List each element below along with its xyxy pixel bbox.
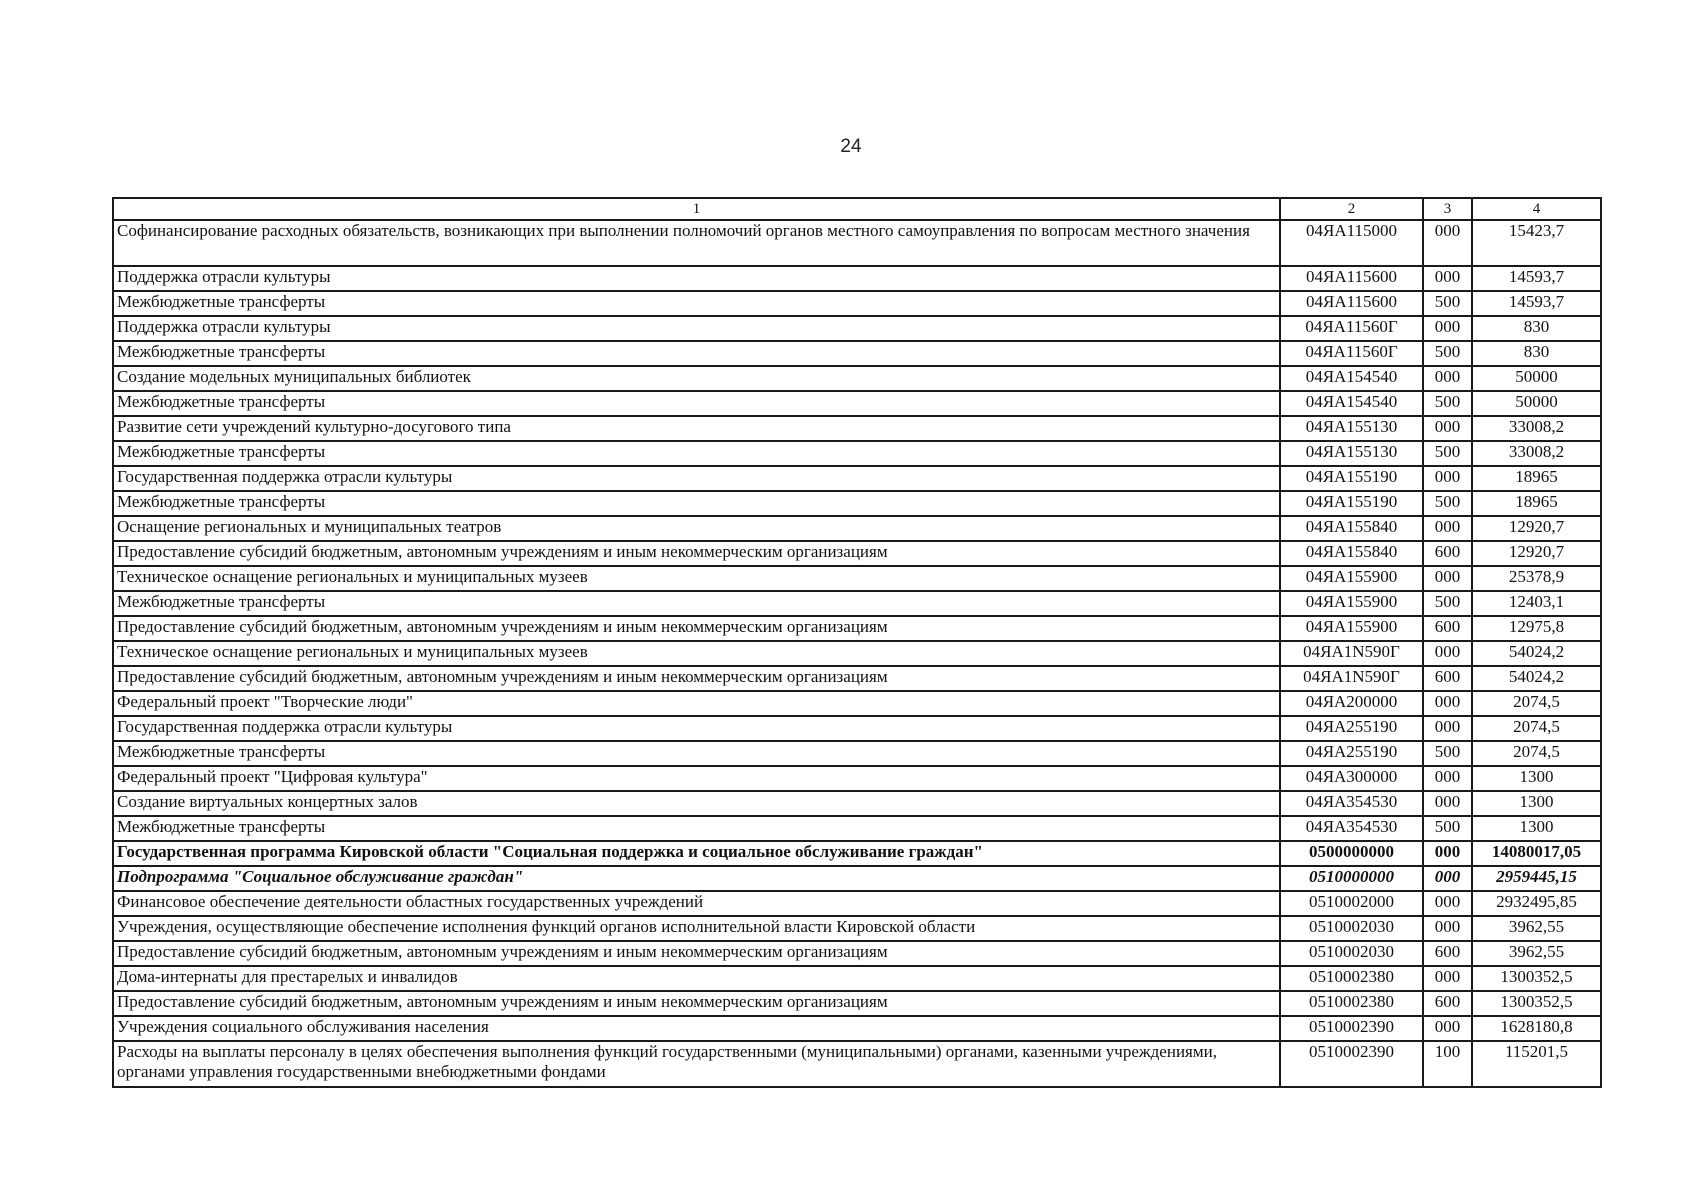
row-name-cell: Предоставление субсидий бюджетным, автономным учреждениям и иным некоммерческим организациям <box>113 941 1280 966</box>
row-kvr-cell: 100 <box>1423 1041 1472 1087</box>
row-code-cell: 0510002030 <box>1280 916 1423 941</box>
row-code-cell: 04ЯА155190 <box>1280 466 1423 491</box>
row-name-cell: Дома-интернаты для престарелых и инвалидов <box>113 966 1280 991</box>
row-code-cell: 04ЯА200000 <box>1280 691 1423 716</box>
table-row <box>113 341 1601 366</box>
table-row <box>113 441 1601 466</box>
row-name-cell: Межбюджетные трансферты <box>113 391 1280 416</box>
table-row <box>113 616 1601 641</box>
table-row <box>113 516 1601 541</box>
row-code-cell: 04ЯА255190 <box>1280 716 1423 741</box>
row-name-cell: Предоставление субсидий бюджетным, автономным учреждениям и иным некоммерческим организациям <box>113 991 1280 1016</box>
row-kvr-cell: 500 <box>1423 341 1472 366</box>
table-row <box>113 741 1601 766</box>
row-sum-cell: 54024,2 <box>1472 666 1601 691</box>
row-code-cell: 04ЯА155190 <box>1280 491 1423 516</box>
row-kvr-cell: 600 <box>1423 666 1472 691</box>
row-sum-cell: 33008,2 <box>1472 416 1601 441</box>
table-row <box>113 266 1601 291</box>
row-code-cell: 04ЯА154540 <box>1280 391 1423 416</box>
row-kvr-cell: 500 <box>1423 491 1472 516</box>
table-row <box>113 841 1601 866</box>
row-kvr-cell: 000 <box>1423 1016 1472 1041</box>
row-kvr-cell: 600 <box>1423 991 1472 1016</box>
table-row <box>113 691 1601 716</box>
table-row <box>113 316 1601 341</box>
table-row <box>113 566 1601 591</box>
row-sum-cell: 3962,55 <box>1472 941 1601 966</box>
row-name-cell: Межбюджетные трансферты <box>113 816 1280 841</box>
table-row <box>113 391 1601 416</box>
table-header-row <box>113 198 1601 220</box>
row-sum-cell: 50000 <box>1472 366 1601 391</box>
row-sum-cell: 54024,2 <box>1472 641 1601 666</box>
row-code-cell: 04ЯА255190 <box>1280 741 1423 766</box>
table-row <box>113 991 1601 1016</box>
row-name-cell: Межбюджетные трансферты <box>113 591 1280 616</box>
table-row <box>113 466 1601 491</box>
row-sum-cell: 2932495,85 <box>1472 891 1601 916</box>
row-kvr-cell: 000 <box>1423 466 1472 491</box>
row-kvr-cell: 000 <box>1423 220 1472 266</box>
row-kvr-cell: 000 <box>1423 316 1472 341</box>
table-row <box>113 541 1601 566</box>
row-code-cell: 04ЯА354530 <box>1280 816 1423 841</box>
row-code-cell: 04ЯА300000 <box>1280 766 1423 791</box>
row-sum-cell: 33008,2 <box>1472 441 1601 466</box>
row-kvr-cell: 000 <box>1423 841 1472 866</box>
row-sum-cell: 18965 <box>1472 491 1601 516</box>
row-name-cell: Государственная поддержка отрасли культуры <box>113 466 1280 491</box>
budget-table <box>112 197 1602 1088</box>
table-row <box>113 666 1601 691</box>
row-kvr-cell: 500 <box>1423 391 1472 416</box>
table-row <box>113 491 1601 516</box>
column-header-name: 1 <box>113 198 1280 220</box>
row-sum-cell: 50000 <box>1472 391 1601 416</box>
row-code-cell: 0510002390 <box>1280 1041 1423 1087</box>
row-name-cell: Межбюджетные трансферты <box>113 441 1280 466</box>
row-sum-cell: 25378,9 <box>1472 566 1601 591</box>
row-sum-cell: 830 <box>1472 316 1601 341</box>
table-row <box>113 966 1601 991</box>
row-code-cell: 04ЯА155900 <box>1280 591 1423 616</box>
table-row <box>113 766 1601 791</box>
row-code-cell: 0510002380 <box>1280 966 1423 991</box>
row-sum-cell: 12920,7 <box>1472 516 1601 541</box>
row-name-cell: Оснащение региональных и муниципальных театров <box>113 516 1280 541</box>
table-row <box>113 716 1601 741</box>
row-sum-cell: 14593,7 <box>1472 266 1601 291</box>
row-kvr-cell: 500 <box>1423 816 1472 841</box>
row-sum-cell: 12975,8 <box>1472 616 1601 641</box>
row-code-cell: 04ЯА155130 <box>1280 416 1423 441</box>
table-row <box>113 641 1601 666</box>
row-code-cell: 04ЯА115600 <box>1280 266 1423 291</box>
row-name-cell: Предоставление субсидий бюджетным, автономным учреждениям и иным некоммерческим организациям <box>113 666 1280 691</box>
row-name-cell: Предоставление субсидий бюджетным, автономным учреждениям и иным некоммерческим организациям <box>113 616 1280 641</box>
row-name-cell: Межбюджетные трансферты <box>113 341 1280 366</box>
row-kvr-cell: 000 <box>1423 516 1472 541</box>
table-row <box>113 941 1601 966</box>
table-row <box>113 916 1601 941</box>
table-row <box>113 1041 1601 1087</box>
row-name-cell: Государственная поддержка отрасли культуры <box>113 716 1280 741</box>
row-sum-cell: 1300 <box>1472 791 1601 816</box>
row-sum-cell: 2074,5 <box>1472 741 1601 766</box>
row-name-cell: Учреждения, осуществляющие обеспечение исполнения функций органов исполнительной власти Кировской области <box>113 916 1280 941</box>
row-code-cell: 04ЯА155840 <box>1280 516 1423 541</box>
row-sum-cell: 830 <box>1472 341 1601 366</box>
row-code-cell: 0510002390 <box>1280 1016 1423 1041</box>
row-name-cell: Учреждения социального обслуживания населения <box>113 1016 1280 1041</box>
row-kvr-cell: 000 <box>1423 266 1472 291</box>
row-sum-cell: 2959445,15 <box>1472 866 1601 891</box>
table-row <box>113 291 1601 316</box>
table-row <box>113 866 1601 891</box>
row-name-cell: Техническое оснащение региональных и муниципальных музеев <box>113 566 1280 591</box>
column-header-kvr: 3 <box>1423 198 1472 220</box>
row-name-cell: Поддержка отрасли культуры <box>113 316 1280 341</box>
row-code-cell: 0510000000 <box>1280 866 1423 891</box>
row-code-cell: 0510002380 <box>1280 991 1423 1016</box>
table-row <box>113 591 1601 616</box>
row-kvr-cell: 500 <box>1423 291 1472 316</box>
row-code-cell: 04ЯА1N590Г <box>1280 641 1423 666</box>
row-name-cell: Софинансирование расходных обязательств, возникающих при выполнении полномочий органов местного самоуправления по вопросам местного значения <box>113 220 1280 266</box>
row-code-cell: 04ЯА154540 <box>1280 366 1423 391</box>
row-kvr-cell: 000 <box>1423 416 1472 441</box>
row-name-cell: Финансовое обеспечение деятельности областных государственных учреждений <box>113 891 1280 916</box>
row-name-cell: Федеральный проект "Цифровая культура" <box>113 766 1280 791</box>
row-kvr-cell: 000 <box>1423 566 1472 591</box>
column-header-sum: 4 <box>1472 198 1601 220</box>
row-kvr-cell: 600 <box>1423 541 1472 566</box>
row-name-cell: Подпрограмма "Социальное обслуживание граждан" <box>113 866 1280 891</box>
row-kvr-cell: 000 <box>1423 641 1472 666</box>
row-name-cell: Федеральный проект "Творческие люди" <box>113 691 1280 716</box>
row-sum-cell: 14593,7 <box>1472 291 1601 316</box>
row-sum-cell: 2074,5 <box>1472 691 1601 716</box>
row-kvr-cell: 000 <box>1423 691 1472 716</box>
table-row <box>113 791 1601 816</box>
row-kvr-cell: 000 <box>1423 891 1472 916</box>
row-sum-cell: 1300352,5 <box>1472 966 1601 991</box>
table-row <box>113 1016 1601 1041</box>
row-kvr-cell: 500 <box>1423 441 1472 466</box>
row-code-cell: 04ЯА155840 <box>1280 541 1423 566</box>
row-name-cell: Техническое оснащение региональных и муниципальных музеев <box>113 641 1280 666</box>
row-code-cell: 04ЯА155130 <box>1280 441 1423 466</box>
row-name-cell: Межбюджетные трансферты <box>113 491 1280 516</box>
table-row <box>113 366 1601 391</box>
row-code-cell: 04ЯА11560Г <box>1280 316 1423 341</box>
row-kvr-cell: 500 <box>1423 591 1472 616</box>
row-sum-cell: 3962,55 <box>1472 916 1601 941</box>
table-row <box>113 416 1601 441</box>
row-kvr-cell: 000 <box>1423 366 1472 391</box>
row-name-cell: Расходы на выплаты персоналу в целях обеспечения выполнения функций государственными (муниципальными) органами, казенными учреждениями, органами управления государственными внебюджетными фондами <box>113 1041 1280 1087</box>
page-number: 24 <box>840 136 862 157</box>
row-kvr-cell: 000 <box>1423 791 1472 816</box>
row-name-cell: Межбюджетные трансферты <box>113 291 1280 316</box>
row-kvr-cell: 500 <box>1423 741 1472 766</box>
row-sum-cell: 1300 <box>1472 816 1601 841</box>
row-sum-cell: 2074,5 <box>1472 716 1601 741</box>
row-sum-cell: 1300 <box>1472 766 1601 791</box>
column-header-code: 2 <box>1280 198 1423 220</box>
row-sum-cell: 14080017,05 <box>1472 841 1601 866</box>
row-name-cell: Поддержка отрасли культуры <box>113 266 1280 291</box>
row-code-cell: 04ЯА115600 <box>1280 291 1423 316</box>
row-kvr-cell: 000 <box>1423 866 1472 891</box>
row-name-cell: Создание виртуальных концертных залов <box>113 791 1280 816</box>
row-kvr-cell: 000 <box>1423 716 1472 741</box>
table-row <box>113 220 1601 266</box>
row-code-cell: 0500000000 <box>1280 841 1423 866</box>
row-code-cell: 04ЯА155900 <box>1280 566 1423 591</box>
row-sum-cell: 115201,5 <box>1472 1041 1601 1087</box>
row-code-cell: 04ЯА155900 <box>1280 616 1423 641</box>
table-row <box>113 891 1601 916</box>
row-name-cell: Развитие сети учреждений культурно-досугового типа <box>113 416 1280 441</box>
row-kvr-cell: 600 <box>1423 616 1472 641</box>
row-sum-cell: 12403,1 <box>1472 591 1601 616</box>
row-sum-cell: 18965 <box>1472 466 1601 491</box>
row-name-cell: Межбюджетные трансферты <box>113 741 1280 766</box>
row-kvr-cell: 000 <box>1423 766 1472 791</box>
row-kvr-cell: 600 <box>1423 941 1472 966</box>
row-sum-cell: 1300352,5 <box>1472 991 1601 1016</box>
row-name-cell: Предоставление субсидий бюджетным, автономным учреждениям и иным некоммерческим организациям <box>113 541 1280 566</box>
row-code-cell: 04ЯА354530 <box>1280 791 1423 816</box>
row-name-cell: Государственная программа Кировской области "Социальная поддержка и социальное обслуживание граждан" <box>113 841 1280 866</box>
row-code-cell: 0510002000 <box>1280 891 1423 916</box>
table-row <box>113 816 1601 841</box>
row-code-cell: 04ЯА115000 <box>1280 220 1423 266</box>
row-code-cell: 0510002030 <box>1280 941 1423 966</box>
row-kvr-cell: 000 <box>1423 966 1472 991</box>
row-code-cell: 04ЯА11560Г <box>1280 341 1423 366</box>
row-name-cell: Создание модельных муниципальных библиотек <box>113 366 1280 391</box>
row-sum-cell: 1628180,8 <box>1472 1016 1601 1041</box>
row-sum-cell: 15423,7 <box>1472 220 1601 266</box>
row-code-cell: 04ЯА1N590Г <box>1280 666 1423 691</box>
row-kvr-cell: 000 <box>1423 916 1472 941</box>
row-sum-cell: 12920,7 <box>1472 541 1601 566</box>
